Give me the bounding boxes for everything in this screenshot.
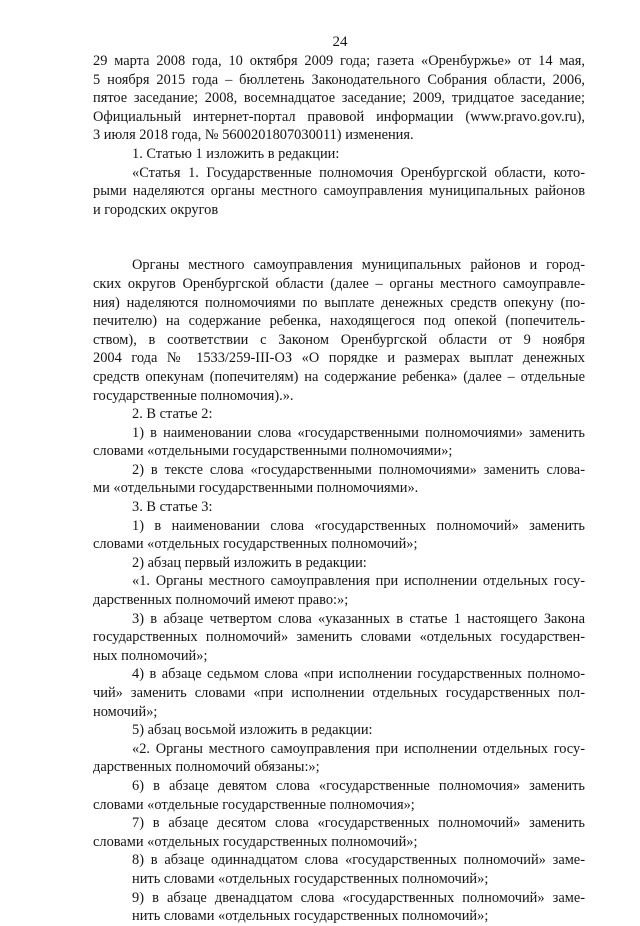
text-line: ских округов Оренбургской области (далее – органы местного самоуправле- bbox=[93, 275, 585, 292]
text-line: 6) в абзаце девятом слова «государственные полномочия» заменить bbox=[132, 777, 585, 794]
text-line: 4) в абзаце седьмом слова «при исполнении государственных полномо- bbox=[132, 666, 585, 683]
text-line: печителю) на содержание ребенка, находящегося под опекой (попечитель- bbox=[93, 313, 585, 330]
text-line: дарственных полномочий обязаны:»; bbox=[93, 759, 320, 776]
text-line: 3 июля 2018 года, № 5600201807030011) изменения. bbox=[93, 127, 414, 144]
text-line: 7) в абзаце десятом слова «государственных полномочий» заменить bbox=[132, 815, 585, 832]
text-line: нить словами «отдельных государственных полномочий»; bbox=[132, 908, 489, 925]
text-line: 5 ноября 2015 года – бюллетень Законодательного Собрания области, 2006, bbox=[93, 71, 585, 88]
text-line: ми «отдельными государственными полномочиями». bbox=[93, 480, 419, 497]
page-number: 24 bbox=[332, 34, 348, 50]
text-line: средств опекунам (попечителям) на содержание ребенка» (далее – отдельные bbox=[93, 368, 585, 385]
text-line: 2004 года № 1533/259-III-ОЗ «О порядке и размерах выплат денежных bbox=[93, 350, 585, 367]
text-line: рыми наделяются органы местного самоуправления муниципальных районов bbox=[93, 183, 585, 200]
text-line: 9) в абзаце двенадцатом слова «государственных полномочий» заме- bbox=[132, 889, 585, 906]
text-line: пятое заседание; 2008, восемнадцатое заседание; 2009, тридцатое заседание; bbox=[93, 90, 585, 107]
text-line: 2. В статье 2: bbox=[132, 406, 213, 423]
text-line: словами «отдельных государственных полномочий»; bbox=[93, 536, 418, 553]
text-line: Органы местного самоуправления муниципальных районов и город- bbox=[132, 257, 585, 274]
text-line: нить словами «отдельных государственных полномочий»; bbox=[132, 870, 489, 887]
text-line: и городских округов bbox=[93, 201, 219, 218]
text-line: ных полномочий»; bbox=[93, 647, 208, 664]
text-line: 3. В статье 3: bbox=[132, 499, 213, 516]
text-line: 8) в абзаце одиннадцатом слова «государственных полномочий» заме- bbox=[132, 852, 585, 869]
text-line: словами «отдельные государственные полномочия»; bbox=[93, 796, 415, 813]
text-line: 3) в абзаце четвертом слова «указанных в статье 1 настоящего Закона bbox=[132, 610, 585, 627]
document-body bbox=[93, 52, 585, 926]
text-line: 5) абзац восьмой изложить в редакции: bbox=[132, 722, 373, 739]
text-line: 1) в наименовании слова «государственными полномочиями» заменить bbox=[132, 424, 585, 441]
text-line: «1. Органы местного самоуправления при исполнении отдельных госу- bbox=[132, 573, 585, 590]
text-line: словами «отдельными государственными полномочиями»; bbox=[93, 443, 453, 460]
text-line: государственных полномочий» заменить словами «отдельных государствен- bbox=[93, 629, 585, 646]
text-line: словами «отдельных государственных полномочий»; bbox=[93, 833, 418, 850]
text-line: чий» заменить словами «при исполнении отдельных государственных пол- bbox=[93, 685, 585, 701]
text-line: Официальный интернет-портал правовой информации (www.pravo.gov.ru), bbox=[93, 108, 585, 125]
text-line: 1. Статью 1 изложить в редакции: bbox=[132, 145, 340, 162]
text-line: дарственных полномочий имеют право:»; bbox=[93, 592, 349, 609]
text-line: 2) абзац первый изложить в редакции: bbox=[132, 554, 367, 571]
text-line: ством), в соответствии с Законом Оренбургской области от 9 ноября bbox=[93, 331, 585, 348]
text-line: «2. Органы местного самоуправления при исполнении отдельных госу- bbox=[132, 740, 585, 757]
text-line: «Статья 1. Государственные полномочия Оренбургской области, кото- bbox=[132, 164, 585, 181]
text-line: 1) в наименовании слова «государственных полномочий» заменить bbox=[132, 517, 585, 534]
text-line: государственные полномочия).». bbox=[93, 387, 294, 404]
text-line: номочий»; bbox=[93, 703, 158, 720]
text-line: ния) наделяются полномочиями по выплате денежных средств опекуну (по- bbox=[93, 294, 585, 311]
text-line: 2) в тексте слова «государственными полномочиями» заменить слова- bbox=[132, 461, 585, 478]
text-line: 29 марта 2008 года, 10 октября 2009 года; газета «Оренбуржье» от 14 мая, bbox=[93, 53, 585, 69]
